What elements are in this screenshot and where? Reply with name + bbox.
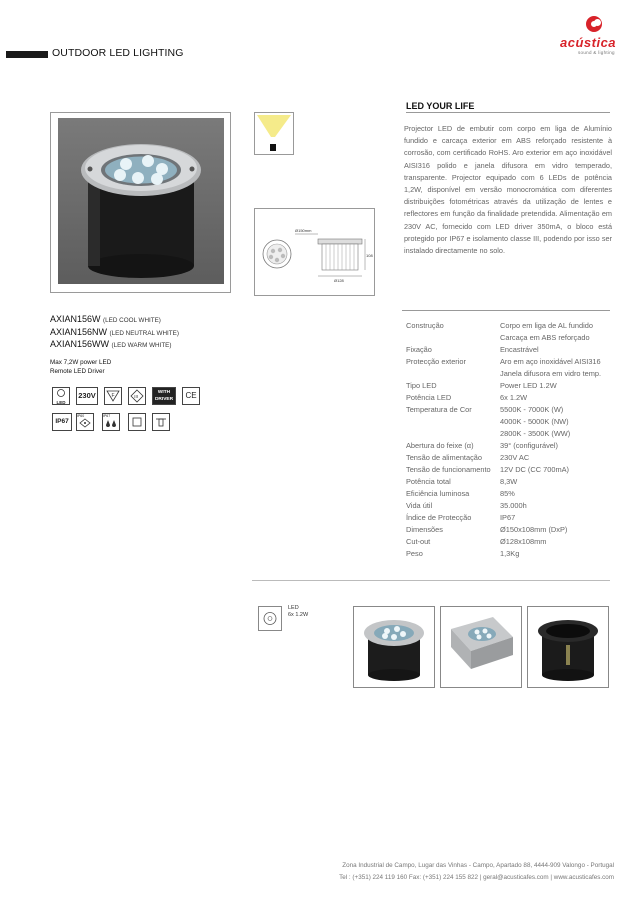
spec-row xyxy=(406,332,612,344)
brand-logo-icon xyxy=(586,16,602,32)
svg-text:F: F xyxy=(111,393,115,399)
spec-label: Peso xyxy=(406,549,423,558)
model-code: AXIAN156W xyxy=(50,314,101,324)
led-module-text: LED 6x 1.2W xyxy=(288,605,309,618)
bottom-divider xyxy=(252,580,610,581)
beam-angle-icon xyxy=(254,112,294,155)
spec-label xyxy=(406,428,500,440)
spec-row xyxy=(406,500,612,512)
model-variant: (LED WARM WHITE) xyxy=(111,342,172,349)
dust-protection-icon: IP60 xyxy=(76,413,94,431)
spec-row xyxy=(406,380,612,392)
spec-label: Eficiência luminosa xyxy=(406,489,470,498)
section-divider xyxy=(406,112,610,113)
class-iii-icon xyxy=(128,387,146,405)
spec-row xyxy=(406,368,612,380)
model-item xyxy=(50,327,179,340)
feature-item: Remote LED Driver xyxy=(50,367,105,375)
spec-row xyxy=(406,476,612,488)
model-variant: (LED NEUTRAL WHITE) xyxy=(109,329,179,337)
spec-row xyxy=(406,464,612,476)
led-module-icon xyxy=(258,606,282,631)
spec-row xyxy=(406,356,612,368)
product-description: Projector LED de embutir com corpo em liga de Alumínio fundido e carcaça exterior em ABS reforçado resistente à corrosão, com certificado RoHS. Aro exterior em aço inoxidável AISI316 polido e janela difusora em vidro temperado, transparente. Projector equipado com 6 LEDs de potência 1,2W, disponível em versão monocromática com diferentes distribuições fotométricas através da utilização de lentes e reflectores em função da finalidade pretendida. Alimentação em 230V AC, fornecido com LED driver 350mA, o bloco está protegido por IP67 e isolamento classe III, podendo por isso ser instalado directamente no solo. xyxy=(404,124,612,256)
spec-row xyxy=(406,488,612,500)
spec-label: Índice de Protecção xyxy=(406,513,472,522)
voltage-icon: 230V xyxy=(76,387,98,405)
spec-label: Dimensões xyxy=(406,525,443,534)
spec-label: Fixação xyxy=(406,345,432,354)
spec-row xyxy=(406,320,612,332)
spec-value: Corpo em liga de AL fundido xyxy=(500,321,593,330)
ip-rating-icon: IP67 xyxy=(52,413,72,431)
ce-mark-icon: CE xyxy=(182,387,200,405)
model-code: AXIAN156NW xyxy=(50,326,108,337)
ground-install-icon xyxy=(152,413,170,431)
spec-value: 2800K - 3500K (WW) xyxy=(500,429,571,438)
footer-address: Zona Industrial de Campo, Lugar das Vinhas - Campo, Apartado 88, 4444-909 Valongo - Portugal xyxy=(342,862,614,869)
brand-tagline: sound & lighting xyxy=(578,50,615,55)
spec-value: 12V DC (CC 700mA) xyxy=(500,465,569,474)
spec-row xyxy=(406,392,612,404)
spec-value: 35.000h xyxy=(500,501,527,510)
spec-row xyxy=(406,536,612,548)
feature-item: Max 7,2W power LED xyxy=(50,359,112,366)
spec-label: Vida útil xyxy=(406,501,433,510)
technical-drawing xyxy=(254,208,375,296)
model-list xyxy=(50,314,179,352)
drawing-height-label: 108 xyxy=(366,253,373,258)
spec-value: Aro em aço inoxidável AISI316 xyxy=(500,357,601,366)
thumbnail-installation-sleeve xyxy=(527,606,609,688)
spec-label: Temperatura de Cor xyxy=(406,405,472,414)
thumbnail-square-recessed xyxy=(440,606,522,688)
spec-label: Tipo LED xyxy=(406,381,437,390)
feature-list xyxy=(50,359,111,376)
spec-value: Ø150x108mm (DxP) xyxy=(500,525,568,534)
brand-logo: acústica xyxy=(560,35,617,50)
recessed-mount-icon xyxy=(128,413,146,431)
header-bar xyxy=(6,51,48,58)
spec-value: 5500K - 7000K (W) xyxy=(500,405,564,414)
specs-divider xyxy=(402,310,610,311)
spec-label xyxy=(406,368,500,380)
spec-label: Potência LED xyxy=(406,393,452,402)
led-icon: LED xyxy=(52,387,70,405)
spec-value: Encastrável xyxy=(500,345,539,354)
specs-table xyxy=(406,320,612,560)
model-code: AXIAN156WW xyxy=(50,339,110,349)
spec-label: Abertura do feixe (α) xyxy=(406,441,474,450)
thumbnail-round-recessed xyxy=(353,606,435,688)
spec-value: 39° (configurável) xyxy=(500,441,559,450)
spec-row xyxy=(406,524,612,536)
product-photo-illustration xyxy=(58,118,224,284)
spec-row xyxy=(406,512,612,524)
spec-value: IP67 xyxy=(500,513,516,522)
water-protection-icon: IP67 xyxy=(102,413,120,431)
model-item xyxy=(50,314,179,327)
spec-label: Tensão de alimentação xyxy=(406,453,483,462)
drawing-diameter-label: Ø150mm xyxy=(295,228,312,233)
spec-label: Tensão de funcionamento xyxy=(406,465,491,474)
spec-value: 4000K - 5000K (NW) xyxy=(500,417,569,426)
svg-text:III: III xyxy=(134,393,138,399)
spec-row xyxy=(406,344,612,356)
spec-label xyxy=(406,332,500,344)
spec-label: Cut-out xyxy=(406,537,431,546)
with-driver-badge: WITH DRIVER xyxy=(152,387,176,405)
footer-contacts: Tel : (+351) 224 119 160 Fax: (+351) 224 155 822 | geral@acusticafes.com | www.acusticafes.com xyxy=(339,874,614,881)
spec-row xyxy=(406,452,612,464)
spec-row xyxy=(406,416,612,428)
spec-row xyxy=(406,440,612,452)
model-item xyxy=(50,339,179,352)
spec-value: Power LED 1.2W xyxy=(500,381,557,390)
spec-label: Protecção exterior xyxy=(406,357,466,366)
spec-value: Janela difusora em vidro temp. xyxy=(500,369,602,378)
spec-row xyxy=(406,404,612,416)
page-category-title: OUTDOOR LED LIGHTING xyxy=(52,47,184,59)
drawing-cutout-label: Ø128 xyxy=(334,278,344,283)
spec-label xyxy=(406,416,500,428)
spec-row xyxy=(406,548,612,560)
section-title: LED YOUR LIFE xyxy=(406,101,475,111)
spec-value: 85% xyxy=(500,489,515,498)
spec-value: 6x 1.2W xyxy=(500,393,528,402)
spec-value: Ø128x108mm xyxy=(500,537,547,546)
model-variant: (LED COOL WHITE) xyxy=(103,317,161,324)
spec-value: Carcaça em ABS reforçado xyxy=(500,333,590,342)
spec-value: 1,3Kg xyxy=(500,549,520,558)
spec-row xyxy=(406,428,612,440)
flammable-surface-icon xyxy=(104,387,122,405)
spec-value: 230V AC xyxy=(500,453,530,462)
product-photo xyxy=(58,118,224,284)
spec-label: Potência total xyxy=(406,477,451,486)
spec-label: Construção xyxy=(406,321,444,330)
spec-value: 8,3W xyxy=(500,477,518,486)
